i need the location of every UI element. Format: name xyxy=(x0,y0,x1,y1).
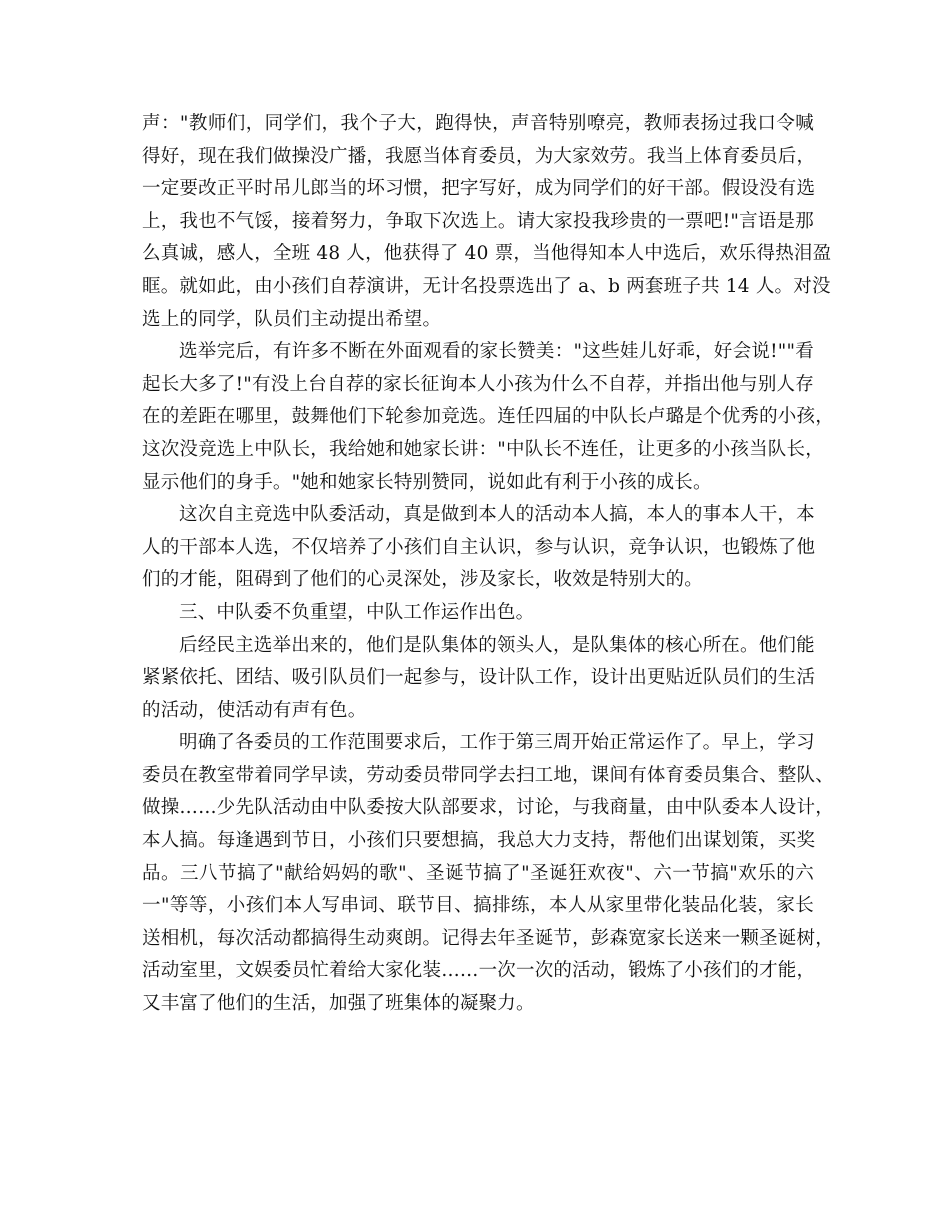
text-line: 紧紧依托、团结、吸引队员们一起参与，设计队工作，设计出更贴近队员们的生活 xyxy=(142,667,816,689)
text-line: 们的才能，阻碍到了他们的心灵深处，涉及家长，收效是特别大的。 xyxy=(142,569,704,591)
text-line: 的活动，使活动有声有色。 xyxy=(142,699,367,721)
text-line: 品。三八节搞了"献给妈妈的歌"、圣诞节搞了"圣诞狂欢夜"、六一节搞"欢乐的六 xyxy=(142,862,814,884)
text-line: 一"等等，小孩们本人写串词、联节目、搞排练，本人从家里带化装品化装，家长 xyxy=(142,895,814,917)
text-line: 活动室里，文娱委员忙着给大家化装……一次一次的活动，锻炼了小孩们的才能， xyxy=(142,960,816,982)
text-line: 选上的同学，队员们主动提出希望。 xyxy=(142,308,442,330)
text-line: 一定要改正平时吊儿郎当的坏习惯，把字写好，成为同学们的好干部。假设没有选 xyxy=(142,178,816,200)
document-body xyxy=(142,108,834,1021)
text-line: 本人搞。每逢遇到节日，小孩们只要想搞，我总大力支持，帮他们出谋划策，买奖 xyxy=(142,830,816,852)
text-line: 明确了各委员的工作范围要求后，工作于第三周开始正常运作了。早上，学习 xyxy=(179,732,815,754)
text-line: 这次没竞选上中队长，我给她和她家长讲："中队长不连任，让更多的小孩当队长， xyxy=(142,438,824,460)
text-line: 显示他们的身手。"她和她家长特别赞同，说如此有利于小孩的成长。 xyxy=(142,471,712,493)
text-line: 眶。就如此，由小孩们自荐演讲，无计名投票选出了 a、b 两套班子共 14 人。对没 xyxy=(142,275,831,297)
text-line: 声："教师们，同学们，我个子大，跑得快，声音特别嘹亮，教师表扬过我口令喊 xyxy=(142,113,814,134)
text-line: 起长大多了!"有没上台自荐的家长征询本人小孩为什么不自荐，并指出他与别人存 xyxy=(142,373,814,395)
text-line: 在的差距在哪里，鼓舞他们下轮参加竞选。连任四届的中队长卢璐是个优秀的小孩， xyxy=(142,406,834,428)
text-line: 这次自主竞选中队委活动，真是做到本人的活动本人搞，本人的事本人干，本 xyxy=(179,504,815,526)
text-line: 人的干部本人选，不仅培养了小孩们自主认识，参与认识，竞争认识，也锻炼了他 xyxy=(142,536,816,558)
text-line: 委员在教室带着同学早读，劳动委员带同学去扫工地，课间有体育委员集合、整队、 xyxy=(142,764,834,786)
text-line: 上，我也不气馁，接着努力，争取下次选上。请大家投我珍贵的一票吧!"言语是那 xyxy=(142,210,814,232)
text-line: 后经民主选举出来的，他们是队集体的领头人，是队集体的核心所在。他们能 xyxy=(179,634,815,656)
text-line: 送相机，每次活动都搞得生动爽朗。记得去年圣诞节，彭森宽家长送来一颗圣诞树， xyxy=(142,927,834,949)
text-line: 么真诚，感人，全班 48 人，他获得了 40 票，当他得知本人中选后，欢乐得热泪盈 xyxy=(142,243,832,265)
text-line: 三、中队委不负重望，中队工作运作出色。 xyxy=(179,601,535,623)
text-line: 得好，现在我们做操没广播，我愿当体育委员，为大家效劳。我当上体育委员后， xyxy=(142,145,816,167)
text-line: 又丰富了他们的生活，加强了班集体的凝聚力。 xyxy=(142,993,535,1015)
text-line: 选举完后，有许多不断在外面观看的家长赞美："这些娃儿好乖，好会说!""看 xyxy=(179,341,814,363)
text-line: 做操……少先队活动由中队委按大队部要求，讨论，与我商量，由中队委本人设计， xyxy=(142,797,834,819)
